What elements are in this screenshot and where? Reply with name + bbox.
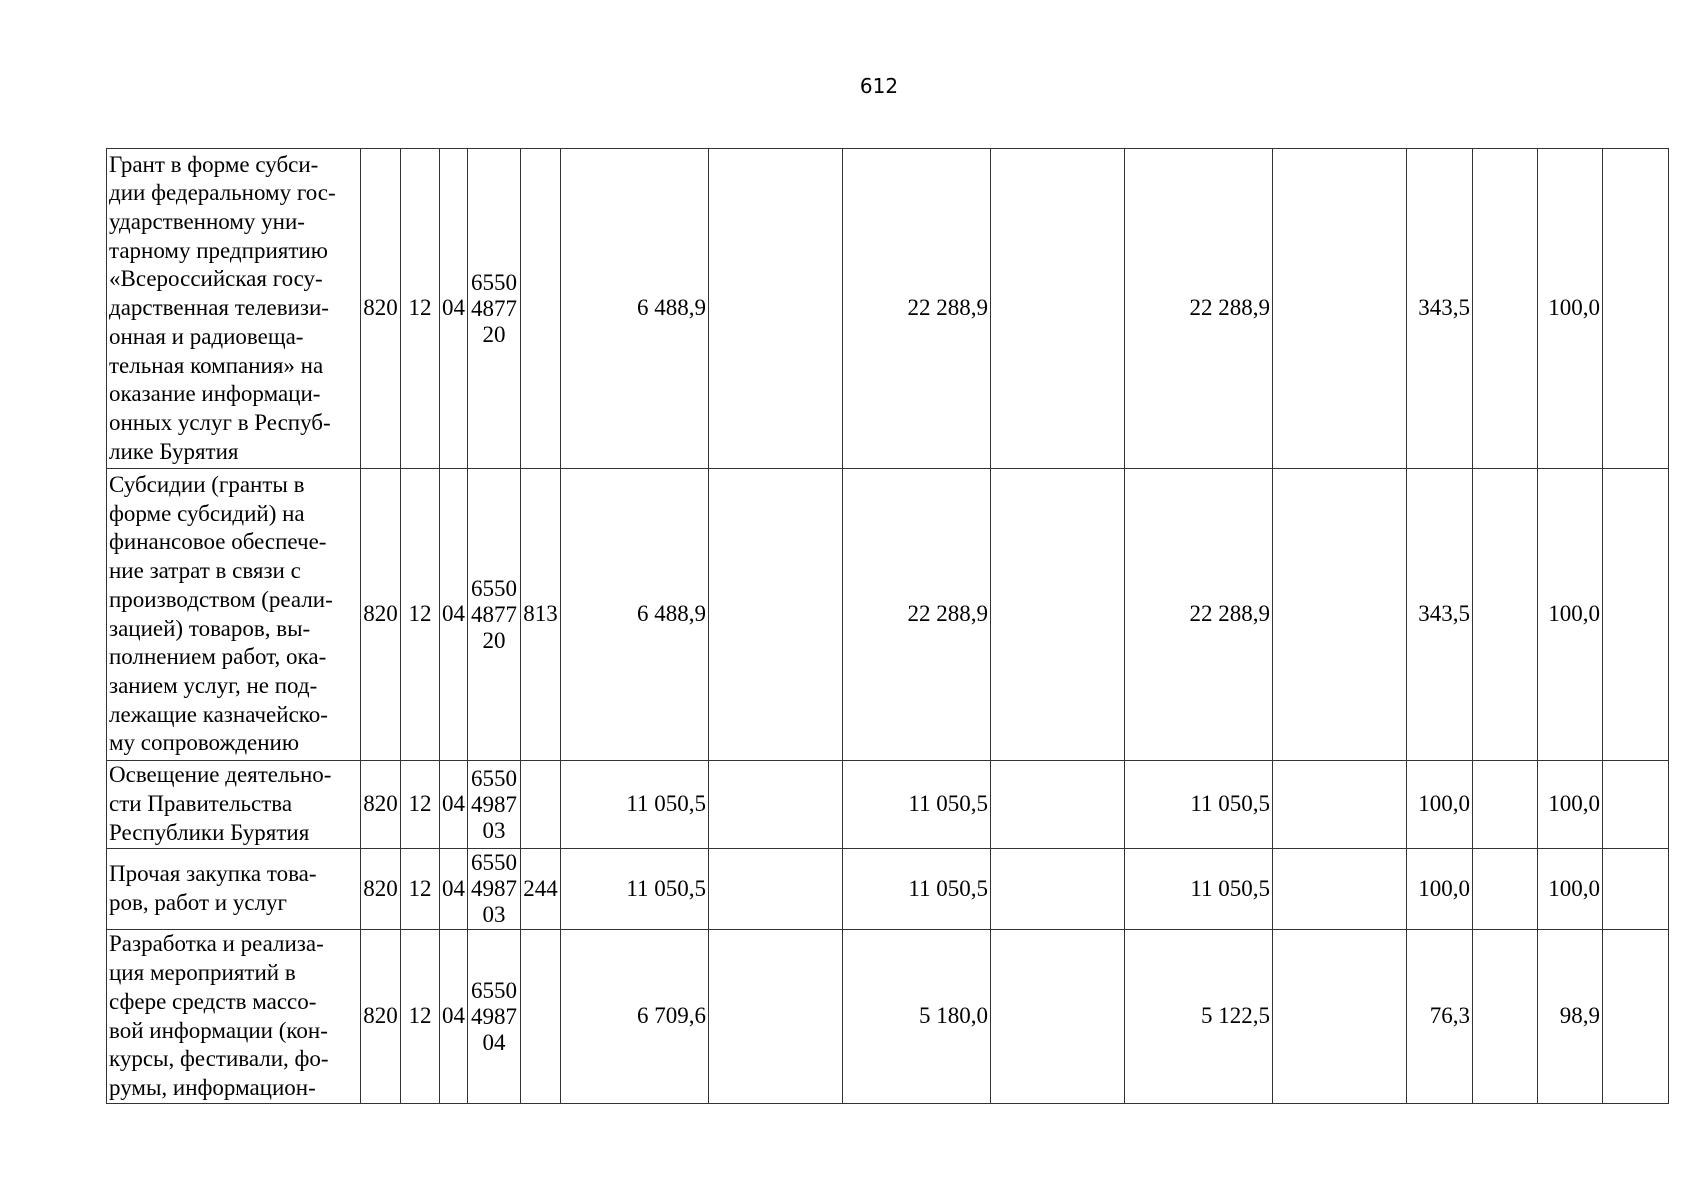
empty-cell (991, 849, 1125, 930)
row-name-line: курсы, фестивали, фо- (109, 1046, 329, 1072)
target-code-part: 4877 (471, 295, 517, 321)
admin-code: 820 (361, 849, 401, 930)
target-code-part: 4877 (471, 601, 517, 627)
empty-cell (991, 761, 1125, 849)
percent-to-revised: 100,0 (1538, 849, 1603, 930)
expense-type-code: 813 (521, 469, 561, 761)
empty-cell (1603, 469, 1669, 761)
row-name (107, 849, 361, 930)
amount-revised: 5 180,0 (843, 930, 991, 1104)
amount-approved: 6 488,9 (561, 469, 709, 761)
admin-code: 820 (361, 761, 401, 849)
target-code-part: 4987 (471, 1003, 517, 1029)
row-name (107, 149, 361, 469)
row-name-line: оказание информаци- (109, 381, 321, 407)
amount-executed: 22 288,9 (1125, 149, 1273, 469)
section-code: 12 (401, 149, 440, 469)
percent-to-approved: 100,0 (1407, 761, 1473, 849)
amount-executed: 22 288,9 (1125, 469, 1273, 761)
amount-revised: 22 288,9 (843, 149, 991, 469)
empty-cell (1473, 761, 1538, 849)
empty-cell (991, 149, 1125, 469)
section-code: 12 (401, 930, 440, 1104)
expense-type-code (521, 930, 561, 1104)
row-name-line: Грант в форме субси- (109, 151, 319, 177)
percent-to-revised: 98,9 (1538, 930, 1603, 1104)
row-name-line: Освещение деятельно- (109, 762, 332, 788)
percent-to-approved: 76,3 (1407, 930, 1473, 1104)
amount-approved: 6 709,6 (561, 930, 709, 1104)
row-name-line: румы, информацион- (109, 1074, 316, 1100)
empty-cell (1473, 849, 1538, 930)
row-name-line: дарственная телевизи- (109, 295, 329, 321)
amount-approved: 6 488,9 (561, 149, 709, 469)
empty-cell (1273, 849, 1407, 930)
percent-to-approved: 343,5 (1407, 149, 1473, 469)
target-code-part: 03 (482, 817, 506, 843)
row-name-line: форме субсидий) на (109, 500, 305, 526)
empty-cell (1273, 761, 1407, 849)
percent-to-revised: 100,0 (1538, 469, 1603, 761)
target-article-code (468, 849, 521, 930)
page-number: 612 (859, 74, 899, 98)
percent-to-revised: 100,0 (1538, 149, 1603, 469)
subsection-code: 04 (440, 469, 468, 761)
subsection-code: 04 (440, 149, 468, 469)
empty-cell (1273, 149, 1407, 469)
table-row (107, 930, 1669, 1104)
target-code-part: 4987 (471, 791, 517, 817)
table-row (107, 469, 1669, 761)
section-code: 12 (401, 849, 440, 930)
target-code-part: 6550 (471, 765, 517, 791)
percent-to-approved: 343,5 (1407, 469, 1473, 761)
subsection-code: 04 (440, 849, 468, 930)
target-code-part: 4987 (471, 876, 517, 901)
target-code-part: 6550 (471, 850, 517, 875)
row-name-line: «Всероссийская госу- (109, 266, 323, 292)
target-code-part: 6550 (471, 977, 517, 1003)
row-name-line: тельная компания» на (109, 352, 324, 378)
subsection-code: 04 (440, 930, 468, 1104)
amount-revised: 11 050,5 (843, 849, 991, 930)
table-row (107, 761, 1669, 849)
row-name-line: лежащие казначейско- (109, 701, 328, 727)
target-code-part: 03 (482, 902, 506, 927)
row-name-line: занием услуг, не под- (109, 672, 318, 698)
amount-revised: 22 288,9 (843, 469, 991, 761)
target-article-code (468, 761, 521, 849)
target-article-code (468, 930, 521, 1104)
amount-revised: 11 050,5 (843, 761, 991, 849)
target-code-part: 20 (482, 321, 506, 347)
empty-cell (1273, 469, 1407, 761)
row-name-line: вой информации (кон- (109, 1017, 328, 1043)
percent-to-approved: 100,0 (1407, 849, 1473, 930)
target-code-part: 20 (482, 627, 506, 653)
amount-executed: 11 050,5 (1125, 761, 1273, 849)
target-code-part: 6550 (471, 575, 517, 601)
row-name-line: онная и радиовеща- (109, 323, 304, 349)
empty-cell (709, 849, 843, 930)
row-name-line: сфере средств массо- (109, 988, 317, 1014)
empty-cell (1273, 930, 1407, 1104)
target-code-part: 6550 (471, 269, 517, 295)
row-name-line: Субсидии (гранты в (109, 471, 305, 497)
expense-type-code (521, 149, 561, 469)
expense-type-code (521, 761, 561, 849)
empty-cell (709, 149, 843, 469)
section-code: 12 (401, 761, 440, 849)
amount-approved: 11 050,5 (561, 761, 709, 849)
row-name-line: му сопровождению (109, 730, 300, 756)
row-name (107, 469, 361, 761)
percent-to-revised: 100,0 (1538, 761, 1603, 849)
table-row (107, 149, 1669, 469)
row-name-line: Разработка и реализа- (109, 931, 324, 957)
budget-table (106, 148, 1669, 1104)
amount-executed: 11 050,5 (1125, 849, 1273, 930)
empty-cell (1603, 149, 1669, 469)
row-name-line: лике Бурятия (109, 438, 239, 464)
admin-code: 820 (361, 930, 401, 1104)
empty-cell (1603, 930, 1669, 1104)
admin-code: 820 (361, 469, 401, 761)
amount-approved: 11 050,5 (561, 849, 709, 930)
empty-cell (991, 469, 1125, 761)
row-name-line: ние затрат в связи с (109, 558, 301, 584)
target-article-code (468, 149, 521, 469)
row-name-line: зацией) товаров, вы- (109, 615, 311, 641)
row-name (107, 930, 361, 1104)
target-article-code (468, 469, 521, 761)
target-code-part: 04 (482, 1029, 506, 1055)
row-name-line: Прочая закупка това- (109, 861, 317, 887)
amount-executed: 5 122,5 (1125, 930, 1273, 1104)
row-name-line: Республики Бурятия (109, 819, 310, 845)
row-name-line: финансовое обеспече- (109, 529, 327, 555)
row-name-line: дии федеральному гос- (109, 180, 336, 206)
row-name-line: ция мероприятий в (109, 960, 296, 986)
table-row (107, 849, 1669, 930)
row-name-line: тарному предприятию (109, 237, 328, 263)
empty-cell (1473, 469, 1538, 761)
row-name-line: полнением работ, ока- (109, 644, 327, 670)
row-name-line: производством (реали- (109, 586, 333, 612)
section-code: 12 (401, 469, 440, 761)
empty-cell (1603, 849, 1669, 930)
subsection-code: 04 (440, 761, 468, 849)
empty-cell (991, 930, 1125, 1104)
empty-cell (1473, 149, 1538, 469)
admin-code: 820 (361, 149, 401, 469)
empty-cell (709, 761, 843, 849)
row-name-line: ров, работ и услуг (109, 890, 287, 915)
row-name-line: онных услуг в Респуб- (109, 409, 331, 435)
empty-cell (1603, 761, 1669, 849)
expense-type-code: 244 (521, 849, 561, 930)
empty-cell (1473, 930, 1538, 1104)
empty-cell (709, 930, 843, 1104)
empty-cell (709, 469, 843, 761)
row-name-line: сти Правительства (109, 791, 293, 817)
row-name (107, 761, 361, 849)
row-name-line: ударственному уни- (109, 209, 305, 235)
